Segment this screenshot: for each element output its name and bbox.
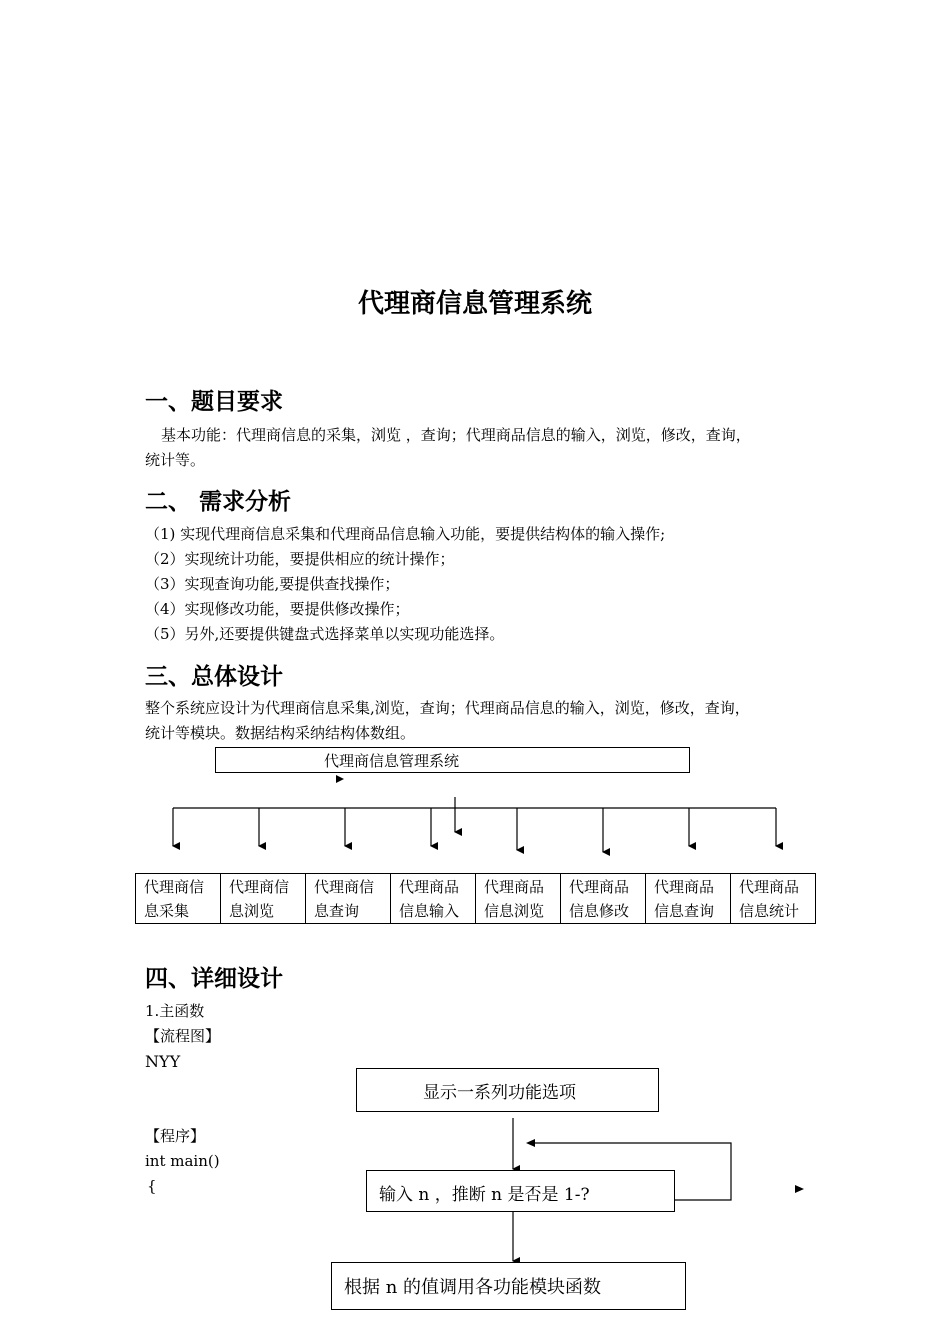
- section-heading-requirements: 一、题目要求: [145, 389, 283, 415]
- requirements-text-line1: 基本功能：代理商信息的采集，浏览 ，查询；代理商品信息的输入，浏览，修改，查询，: [161, 426, 751, 444]
- analysis-item: （4）实现修改功能，要提供修改操作；: [145, 600, 410, 618]
- module-cell: 代理商品信息浏览: [476, 874, 561, 924]
- program-label: 【程序】: [145, 1127, 206, 1145]
- diagram-root-label: 代理商信息管理系统: [324, 752, 460, 770]
- section-heading-overall-design: 三、总体设计: [145, 664, 283, 690]
- analysis-item: （2）实现统计功能，要提供相应的统计操作；: [145, 550, 455, 568]
- loop-arrowhead-icon: [526, 1139, 535, 1147]
- flow-box-show-options: [356, 1068, 659, 1112]
- analysis-item: （1) 实现代理商信息采集和代理商品信息输入功能，要提供结构体的输入操作;: [145, 525, 666, 543]
- code-line: {: [147, 1177, 157, 1195]
- code-line: int main(): [145, 1152, 220, 1170]
- module-cell: 代理商品信息统计: [731, 874, 816, 924]
- flow-box-call-modules: [331, 1262, 686, 1310]
- small-arrowhead-icon: [336, 775, 344, 783]
- module-cell: 代理商信息查询: [306, 874, 391, 924]
- small-arrowhead-icon: [795, 1185, 804, 1193]
- module-table: [135, 873, 816, 924]
- nyy-text: NYY: [145, 1052, 181, 1071]
- module-cell: 代理商信息采集: [136, 874, 221, 924]
- flow-box-label: 输入 n ，推断 n 是否是 1-?: [379, 1185, 590, 1205]
- analysis-item: （3）实现查询功能,要提供查找操作；: [145, 575, 400, 593]
- module-cell: 代理商信息浏览: [221, 874, 306, 924]
- document-title: 代理商信息管理系统: [357, 289, 592, 319]
- section-heading-analysis: 二、 需求分析: [145, 489, 292, 515]
- module-cell: 代理商品信息输入: [391, 874, 476, 924]
- module-row: [136, 874, 816, 924]
- flow-box-label: 根据 n 的值调用各功能模块函数: [344, 1277, 602, 1298]
- flow-box-label: 显示一系列功能选项: [423, 1083, 576, 1103]
- analysis-item: （5）另外,还要提供键盘式选择菜单以实现功能选择。: [145, 625, 505, 643]
- main-function-subheading: 1.主函数: [145, 1002, 205, 1020]
- flowchart-label: 【流程图】: [145, 1027, 221, 1045]
- module-cell: 代理商品信息修改: [561, 874, 646, 924]
- overall-design-text-line2: 统计等模块。数据结构采纳结构体数组。: [145, 724, 416, 742]
- flow-box-input-n: [366, 1170, 675, 1212]
- requirements-text-line2: 统计等。: [145, 451, 206, 469]
- overall-design-text-line1: 整个系统应设计为代理商信息采集,浏览，查询；代理商品信息的输入，浏览，修改，查询，: [145, 699, 750, 717]
- section-heading-detailed-design: 四、详细设计: [145, 966, 283, 992]
- module-cell: 代理商品信息查询: [646, 874, 731, 924]
